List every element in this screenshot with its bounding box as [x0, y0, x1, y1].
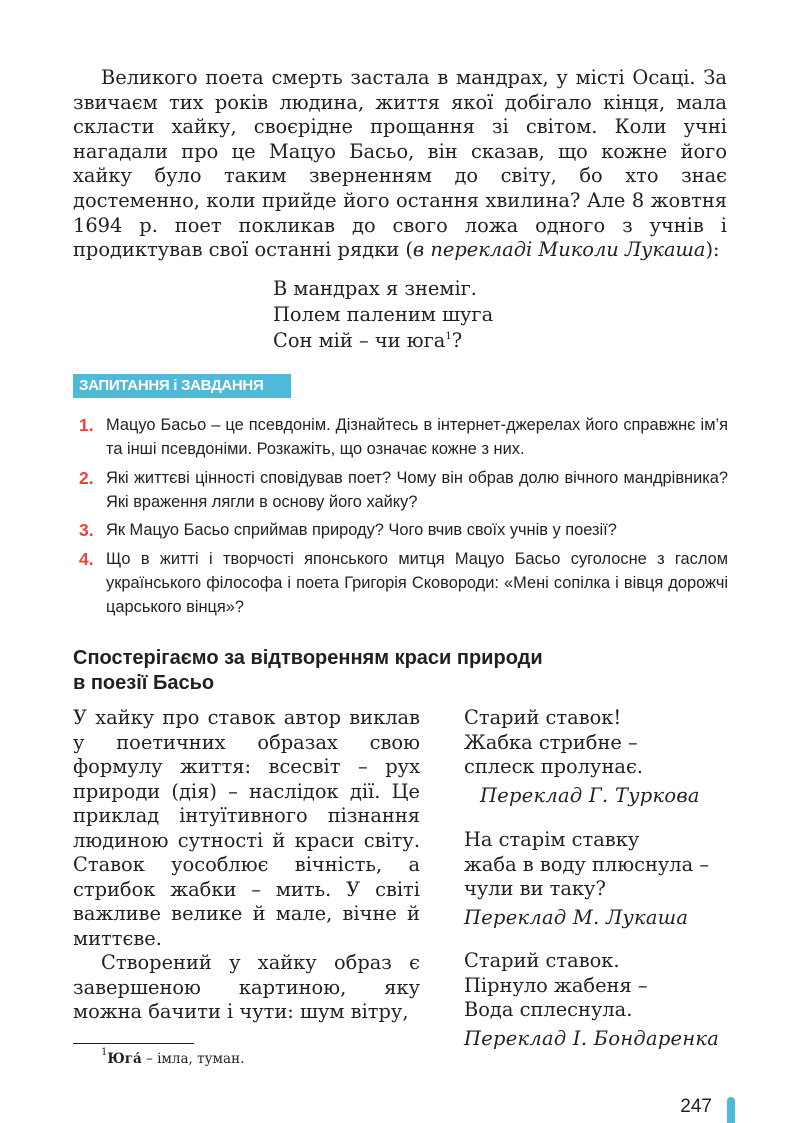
footnote-divider [73, 1043, 194, 1044]
section-title [73, 646, 633, 696]
question-text: Як Мацуо Басьо сприймав природу? Чого вчив своїх учнів у поезії? [106, 521, 617, 539]
footnote-reference: 1 [445, 331, 452, 342]
intro-emphasis: в перекладі Миколи Лукаша [412, 238, 706, 262]
analysis-paragraph-2: Створений у хайку образ є завершеною картиною, яку можна бачити і чути: шум вітру, [73, 951, 420, 1023]
question-item-2 [79, 466, 729, 514]
section-title-line-2: в поезії Басьо [73, 672, 215, 694]
footnote-term: Юга́ [107, 1051, 142, 1067]
question-item-4 [79, 547, 729, 619]
question-number: 4. [79, 549, 94, 569]
haiku-line: На старім ставку [464, 828, 640, 851]
question-number: 3. [79, 520, 94, 540]
haiku-line: Старий ставок! [464, 706, 622, 729]
page-number: 247 [680, 1096, 712, 1117]
haiku-line: сплеск пролунає. [464, 755, 643, 778]
question-text: Мацуо Басьо – це псевдонім. Дізнайтесь в інтернет-джерелах його справжнє ім’я та інші псевдоніми. Розкажіть, що означає кожне з них. [106, 416, 728, 458]
question-item-3 [79, 518, 729, 542]
intro-paragraph [73, 66, 727, 263]
footnote [101, 1049, 244, 1069]
haiku-translator: Переклад М. Лукаша [464, 905, 689, 929]
section-title-line-1: Спостерігаємо за відтворенням краси природи [73, 647, 543, 669]
intro-text-end: ): [705, 238, 720, 262]
analysis-column [73, 706, 420, 1025]
haiku-translation-2 [464, 828, 709, 930]
haiku-line: чули ви таку? [464, 877, 606, 900]
final-haiku-line-3-text: Сон мій – чи юга [273, 329, 446, 352]
haiku-line: Вода сплеснула. [464, 998, 633, 1021]
footnote-mark: 1 [101, 1047, 108, 1058]
final-haiku-line-2: Полем паленим шуга [273, 303, 494, 326]
questions-header: ЗАПИТАННЯ і ЗАВДАННЯ [73, 374, 291, 398]
haiku-line: жаба в воду плюснула – [464, 852, 710, 876]
analysis-paragraph-1: У хайку про ставок автор виклав у поетичних образах свою формулу життя: всесвіт – рух природи (дія) – наслідок дії. Це приклад інтуїтивного пізнання людиною сутності й краси світу. Ставок уособлює вічність, а стрибок жабки – мить. У світі важливе велике й мале, вічне й миттєве. [73, 706, 420, 950]
question-number: 2. [79, 468, 94, 488]
haiku-translator: Переклад Г. Туркова [480, 783, 700, 807]
intro-text: Великого поета смерть застала в мандрах, у місті Осаці. За звичаєм тих років людина, життя якої добігало кінця, мала скласти хайку, своєрідне прощання зі світом. Коли учні нагадали про це Мацуо Басьо, він сказав, що кожне його хайку було таким зверненням до світу, бо хто знає достеменно, коли прийде його остання хвилина? Але 8 жовтня 1694 р. поет покликав до свого ложа одного з учнів і продиктував свої останні рядки ( [73, 66, 727, 262]
question-number: 1. [79, 415, 94, 435]
final-haiku-end: ? [451, 329, 463, 352]
haiku-line: Пірнуло жабеня – [464, 973, 648, 997]
question-text: Які життєві цінності сповідував поет? Чому він обрав долю вічного мандрівника? Які враження лягли в основу його хайку? [106, 469, 728, 511]
question-item-1 [79, 413, 729, 461]
final-haiku [273, 276, 493, 354]
footnote-definition: – імла, туман. [141, 1051, 245, 1067]
haiku-translation-3 [464, 949, 719, 1051]
page-edge-tab [727, 1097, 735, 1123]
question-text: Що в житті і творчості японського митця Мацуо Басьо суголосне з гаслом українського філософа і поета Григорія Сковороди: «Мені сопілка і вівця дорожчі царського вінця»? [106, 550, 728, 616]
final-haiku-line-3 [273, 328, 493, 354]
haiku-translation-1 [464, 706, 700, 808]
haiku-line: Старий ставок. [464, 949, 620, 972]
final-haiku-line-1: В мандрах я знеміг. [273, 277, 477, 300]
haiku-line: Жабка стрибне – [464, 730, 638, 754]
haiku-translator: Переклад І. Бондаренка [464, 1026, 720, 1050]
